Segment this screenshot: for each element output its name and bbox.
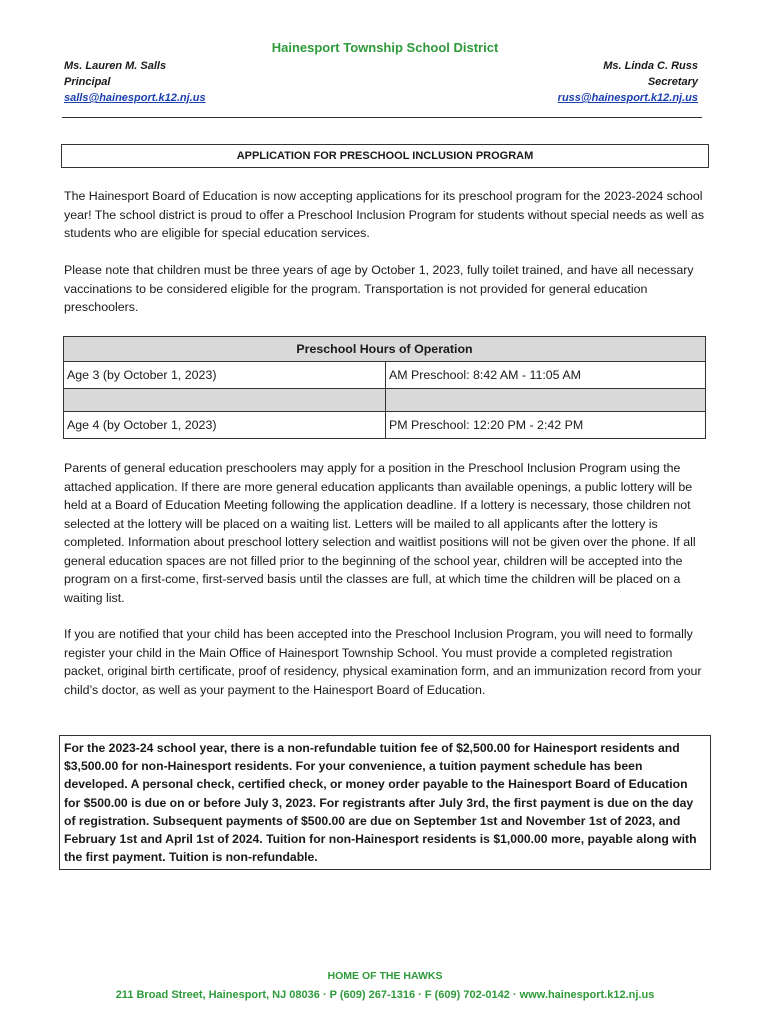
secretary-name: Ms. Linda C. Russ: [603, 60, 698, 72]
footer-address: 211 Broad Street, Hainesport, NJ 08036 · P (609) 267-1316 · F (609) 702-0142 · www.hainesport.k12.nj.us: [115, 989, 655, 1001]
intro-paragraph: The Hainesport Board of Education is now accepting applications for its preschool program for the 2023-2024 school year! The school district is proud to offer a Preschool Inclusion Program for students without special needs as well as students who are eligible for special education services.: [64, 189, 705, 240]
eligibility-paragraph: Please note that children must be three years of age by October 1, 2023, fully toilet trained, and have all necessary vaccinations to be considered eligible for the program. Transportation is not provided for general education preschoolers.: [64, 263, 694, 314]
application-title: APPLICATION FOR PRESCHOOL INCLUSION PROGRAM: [61, 144, 709, 168]
age-cell: Age 4 (by October 1, 2023): [64, 412, 386, 439]
registration-paragraph: If you are notified that your child has been accepted into the Preschool Inclusion Program, you will need to formally register your child in the Main Office of Hainesport Township School. You must provide a completed registration packet, original birth certificate, proof of residency, physical examination form, and an immunization record from your child’s doctor, as well as your payment to the Hainesport Board of Education.: [64, 627, 702, 697]
footer-motto: HOME OF THE HAWKS: [327, 970, 443, 982]
table-spacer-row: [64, 389, 706, 412]
tuition-notice: For the 2023-24 school year, there is a non-refundable tuition fee of $2,500.00 for Hainesport residents and $3,500.00 for non-Hainesport residents. For your convenience, a tuition payment schedule has been developed. A personal check, certified check, or money order payable to the Hainesport Board of Education for $500.00 is due on or before July 3, 2023. For registrants after July 3rd, the first payment is due on the day of registration. Subsequent payments of $500.00 are due on September 1st and November 1st of 2023, and February 1st and April 1st of 2024. Tuition for non-Hainesport residents is $1,000.00 more, payable along with the first payment. Tuition is non-refundable.: [59, 735, 711, 870]
principal-title: Principal: [64, 76, 111, 88]
spacer-cell: [386, 389, 706, 412]
table-row: [64, 362, 706, 389]
hours-table-title: Preschool Hours of Operation: [64, 337, 706, 362]
lottery-paragraph: Parents of general education preschoolers may apply for a position in the Preschool Inclusion Program using the attached application. If there are more general education applicants than available openings, a public lottery will be held at a Board of Education Meeting following the application deadline. If a lottery is necessary, those children not selected at the lottery will be placed on a waiting list. Letters will be mailed to all applicants after the lottery is completed. Information about preschool lottery selection and waitlist positions will not be given over the phone. If all general education spaces are not filled prior to the beginning of the school year, children will be accepted into the program on a first-come, first-served basis until the classes are full, at which time the children will be placed on a waiting list.: [64, 461, 696, 605]
spacer-cell: [64, 389, 386, 412]
principal-name: Ms. Lauren M. Salls: [64, 60, 167, 72]
secretary-contact: [558, 58, 698, 106]
age-cell: Age 3 (by October 1, 2023): [64, 362, 386, 389]
principal-email-link[interactable]: salls@hainesport.k12.nj.us: [64, 92, 206, 104]
district-name: Hainesport Township School District: [271, 40, 499, 55]
header-divider: [62, 117, 702, 118]
session-cell: PM Preschool: 12:20 PM - 2:42 PM: [386, 412, 706, 439]
secretary-email-link[interactable]: russ@hainesport.k12.nj.us: [557, 92, 698, 104]
table-row: [64, 412, 706, 439]
session-cell: AM Preschool: 8:42 AM - 11:05 AM: [386, 362, 706, 389]
secretary-title: Secretary: [647, 76, 698, 88]
principal-contact: [64, 58, 206, 106]
hours-table: [63, 336, 706, 439]
